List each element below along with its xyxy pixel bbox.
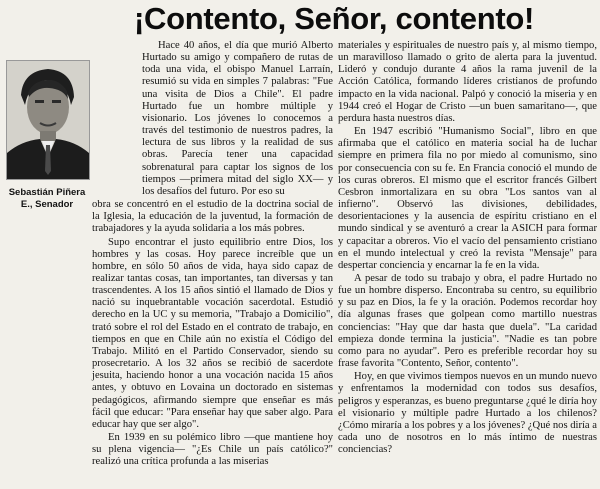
paragraph: En 1939 en su polémico libro —que mantiene hoy su plena vigencia— "¿Es Chile un país católico?" realizó una crítica profunda a las miserias [92, 432, 333, 468]
portrait-image [7, 61, 89, 179]
paragraph: Supo encontrar el justo equilibrio entre Dios, los hombres y las cosas. Hoy parece increíble que un hombre, en sólo 50 años de vida, haya sido capaz de realizar tantas cosas, tan importantes, tan diversas y tan trascendentes. A los 15 años sintió el llamado de Dios y nació su inquebrantable vocación sacerdotal. Estudió derecho en la UC y su memoria, "Trabajo a Domicilio", trató sobre el rol del Estado en el contrato de trabajo, en tiempos en que en Chile aún no existía el Código del Trabajo. Militó en el Partido Conservador, siendo su prosecretario. A los 32 años se recibió de sacerdote jesuita, haciendo honor a una vocación nacida 15 años antes, y obtuvo en Lovaina un doctorado en sistemas pedagógicos, afirmando siempre que enseñar es más fácil que educar: "Para enseñar hay que saber algo. Para educar hay que ser algo". [92, 236, 333, 430]
paragraph: En 1947 escribió "Humanismo Social", libro en que afirmaba que el católico en materia social ha de luchar siempre en primera fila no por miedo al comunismo, sino por consecuencia con su fe. En Francia conoció el mundo de los curas obreros. El mismo que el escritor francés Gilbert Cesbron inmortalizara en su obra "Los santos van al infierno". Observó las divisiones, debilidades, desorientaciones y la ausencia de espíritu cristiano en el mundo sindical y se aventuró a crear la ASICH para formar y capacitar a obreros. Vio el vacío del pensamiento cristiano en el mundo intelectual y creó la revista "Mensaje" para despertar conciencia y encarnar la fe en la vida. [338, 126, 597, 271]
article-column-left [92, 40, 333, 468]
headline: ¡Contento, Señor, contento! [134, 1, 535, 36]
author-portrait [6, 60, 90, 180]
paragraph: A pesar de todo su trabajo y obra, el padre Hurtado no fue un hombre disperso. Encontraba su centro, su equilibrio y su paz en Dios, la fe y la oración. Podemos recordar hoy día algunas frases que golpean como martillo nuestras conciencias: "Hay que dar hasta que duela". "La caridad empieza donde termina la justicia". "Nadie es tan pobre como para no ayudar". Pero es preferible recordar hoy su frase favorita "Contento, Señor, contento". [338, 272, 597, 370]
paragraph: Hoy, en que vivimos tiempos nuevos en un mundo nuevo y enfrentamos la modernidad con todos sus desafíos, peligros y esperanzas, es bueno preguntarse ¿qué le diría hoy el visionario y múltiple padre Hurtado a los chilenos? ¿Cómo miraría a los pobres y a los jóvenes? ¿Qué nos diría a cada uno de nosotros en lo más íntimo de nuestras conciencias? [338, 371, 597, 456]
author-caption: Sebastián Piñera E., Senador [8, 187, 86, 210]
paragraph: materiales y espirituales de nuestro país y, al mismo tiempo, un maravilloso llamado o grito de alerta para la juventud. Lideró y condujo durante 4 años la rama juvenil de la Acción Católica, formando líderes cristianos de profundo impacto en la vida nacional. Palpó y conoció la miseria y en 1944 creó el Hogar de Cristo —un buen samaritano—, que perdura hasta nuestros días. [338, 40, 597, 124]
article-column-right [338, 40, 597, 456]
paragraph: obra se concentró en el estudio de la doctrina social de la Iglesia, la educación de la juventud, la formación de trabajadores y la ayuda solidaria a los más pobres. [92, 199, 333, 235]
paragraph: Hace 40 años, el día que murió Alberto Hurtado su amigo y compañero de rutas de toda una vida, el obispo Manuel Larraín, resumió su vida en simples 7 palabras: "Fue una visita de Dios a Chile". El padre Hurtado fue un hombre múltiple y visionario. Los jóvenes lo conocemos a través del testimonio de nuestros padres, la lectura de sus libros y la realidad de sus obras. Parecía tener una capacidad sobrenatural para captar los signos de los tiempos —primera mitad del siglo XX— y los desafíos del futuro. Por eso su [142, 40, 333, 197]
